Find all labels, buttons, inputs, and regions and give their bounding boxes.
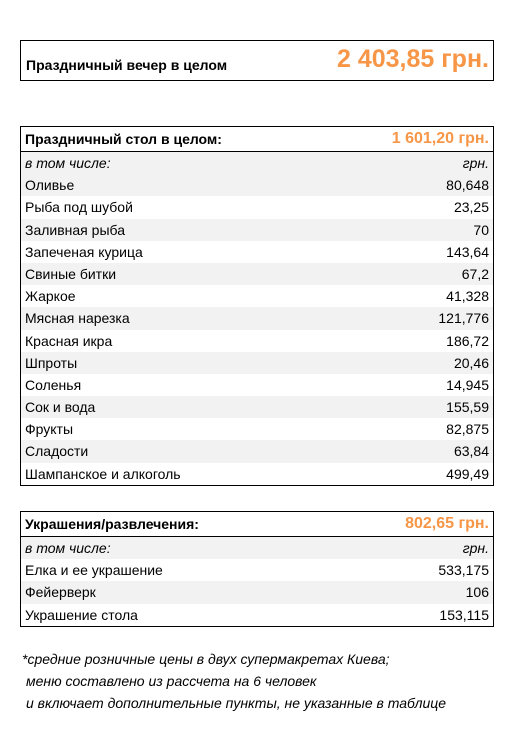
item-name: Свиные битки bbox=[25, 265, 117, 282]
decor-table-total: 802,65 грн. bbox=[405, 515, 489, 532]
table-row bbox=[21, 604, 493, 626]
decor-subheader-row bbox=[21, 537, 493, 559]
table-row bbox=[21, 219, 493, 241]
table-row bbox=[21, 440, 493, 462]
table-row bbox=[21, 581, 493, 603]
table-row bbox=[21, 263, 493, 285]
footnote-line: меню составлено из рассчета на 6 человек bbox=[26, 673, 317, 689]
item-value: 67,2 bbox=[461, 265, 489, 282]
food-subheader-row bbox=[21, 152, 493, 174]
footnote-line: *средние розничные цены в двух супермакретах Киева; bbox=[22, 651, 390, 667]
item-value: 186,72 bbox=[446, 332, 489, 349]
item-name: Мясная нарезка bbox=[25, 310, 130, 327]
table-row bbox=[21, 396, 493, 418]
item-value: 20,46 bbox=[453, 354, 489, 371]
table-row bbox=[21, 196, 493, 218]
item-value: 155,59 bbox=[446, 399, 489, 416]
item-value: 23,25 bbox=[453, 199, 489, 216]
item-value: 533,175 bbox=[438, 562, 489, 579]
item-name: Фейерверк bbox=[25, 584, 96, 601]
decor-table-title: Украшения/развлечения: bbox=[25, 516, 199, 532]
food-sub-unit: грн. bbox=[462, 155, 489, 171]
item-name: Сладости bbox=[25, 443, 89, 460]
decor-sub-unit: грн. bbox=[462, 540, 489, 556]
table-row bbox=[21, 559, 493, 581]
total-label: Праздничный вечер в целом bbox=[26, 57, 228, 73]
item-name: Заливная рыба bbox=[25, 221, 125, 238]
food-sub-label: в том числе: bbox=[25, 155, 111, 171]
food-table-title: Праздничный стол в целом: bbox=[25, 131, 222, 147]
footnote bbox=[22, 648, 512, 714]
item-name: Елка и ее украшение bbox=[25, 562, 163, 579]
item-value: 82,875 bbox=[446, 421, 489, 438]
food-table-header bbox=[21, 127, 493, 152]
table-row bbox=[21, 352, 493, 374]
item-name: Красная икра bbox=[25, 332, 113, 349]
item-value: 63,84 bbox=[453, 443, 489, 460]
item-name: Запеченая курица bbox=[25, 243, 143, 260]
table-row bbox=[21, 463, 493, 485]
item-name: Оливье bbox=[25, 177, 75, 194]
item-name: Украшение стола bbox=[25, 606, 138, 623]
item-value: 143,64 bbox=[446, 243, 489, 260]
table-row bbox=[21, 374, 493, 396]
item-name: Сок и вода bbox=[25, 399, 96, 416]
table-row bbox=[21, 307, 493, 329]
food-table bbox=[20, 126, 494, 486]
table-row bbox=[21, 418, 493, 440]
item-name: Шпроты bbox=[25, 354, 78, 371]
table-row bbox=[21, 174, 493, 196]
item-value: 121,776 bbox=[438, 310, 489, 327]
item-value: 106 bbox=[465, 584, 489, 601]
item-value: 41,328 bbox=[446, 288, 489, 305]
item-value: 153,115 bbox=[439, 606, 489, 623]
item-name: Фрукты bbox=[25, 421, 74, 438]
item-value: 499,49 bbox=[446, 465, 489, 482]
decor-table-header bbox=[21, 512, 493, 537]
table-row bbox=[21, 330, 493, 352]
item-name: Соленья bbox=[25, 376, 82, 393]
item-value: 14,945 bbox=[446, 376, 489, 393]
table-row bbox=[21, 241, 493, 263]
total-summary-box bbox=[20, 40, 494, 81]
item-name: Шампанское и алкоголь bbox=[25, 465, 181, 482]
food-table-total: 1 601,20 грн. bbox=[391, 130, 489, 147]
item-value: 80,648 bbox=[446, 177, 489, 194]
item-name: Рыба под шубой bbox=[25, 199, 133, 216]
table-row bbox=[21, 285, 493, 307]
item-value: 70 bbox=[473, 221, 489, 238]
decor-table bbox=[20, 511, 494, 627]
decor-sub-label: в том числе: bbox=[25, 540, 111, 556]
footnote-line: и включает дополнительные пункты, не указанные в таблице bbox=[26, 695, 447, 711]
item-name: Жаркое bbox=[25, 288, 76, 305]
total-amount: 2 403,85 грн. bbox=[337, 45, 489, 73]
